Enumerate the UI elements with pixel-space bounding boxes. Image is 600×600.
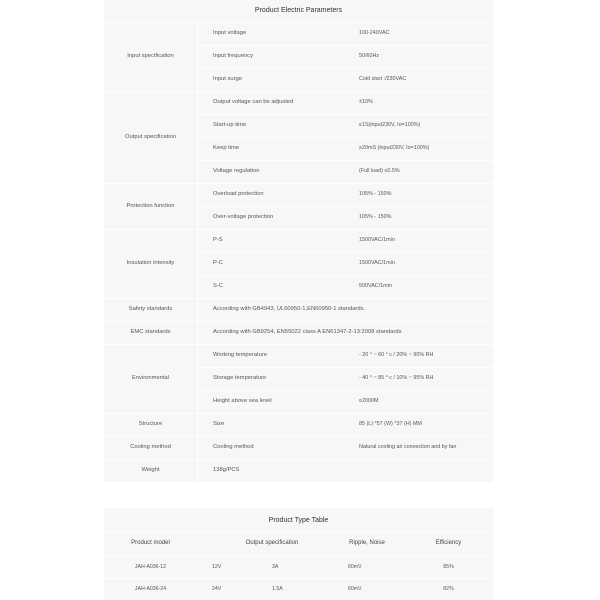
param-weight-value: 138g/PCS: [213, 467, 240, 473]
param-label-input-surge: Input surge: [213, 76, 243, 82]
param-value-input-voltage: 100-240VAC: [359, 30, 390, 36]
param-label-input-voltage: Input voltage: [213, 30, 247, 36]
param-label-keep-time: Keep time: [213, 145, 240, 151]
row-divider: [197, 114, 493, 115]
type-table-title: Product Type Table: [268, 517, 329, 524]
param-value-overvoltage: 105% - 150%: [359, 214, 392, 220]
cell-ripple: 60mV: [348, 564, 362, 570]
param-label-p-c: P-C: [213, 260, 223, 266]
param-label-size: Size: [213, 421, 225, 427]
group-environmental: Environmental: [131, 375, 170, 381]
param-label-overload: Overload protection: [213, 191, 264, 197]
group-weight: Weight: [141, 467, 160, 473]
param-value-keep-time: ≥20mS (input230V, Io=100%): [359, 145, 430, 151]
param-value-cooling-method: Natural cooling air convection and by fan: [359, 444, 457, 450]
param-value-input-surge: Cold start :/230VAC: [359, 76, 407, 82]
row-divider: [104, 321, 493, 322]
header-efficiency: Efficiency: [435, 540, 462, 546]
group-insulation-intensity: Insulation intensity: [126, 260, 175, 266]
param-safety-standards-text: According with GB4943, UL60950-1,EN60950-1 standards.: [213, 306, 366, 312]
group-emc-standards: EMC standards: [130, 329, 171, 335]
param-value-s-c: 500VAC/1min: [359, 283, 392, 289]
row-divider: [104, 436, 493, 437]
param-label-storage-temperature: Storage temperature: [213, 375, 267, 381]
cell-model: JAH-A036-24: [134, 586, 167, 592]
param-value-height: ≤2000M: [359, 398, 379, 404]
param-value-input-frequency: 50/60Hz: [359, 53, 380, 59]
row-divider: [104, 22, 493, 23]
row-divider: [104, 532, 493, 533]
header-ripple-noise: Ripple, Noise: [349, 540, 385, 546]
electric-parameters-table: [104, 0, 493, 482]
row-divider: [104, 91, 493, 92]
row-divider: [104, 578, 493, 579]
param-label-working-temperature: Working temperature: [213, 352, 268, 358]
cell-voltage: 12V: [212, 564, 222, 570]
row-divider: [104, 556, 493, 557]
row-divider: [197, 206, 493, 207]
params-table-title: Product Electric Parameters: [254, 7, 343, 14]
param-value-storage-temperature: - 40 ° ~ 85 ° c / 10% ~ 95% RH: [359, 375, 434, 381]
product-type-table: [104, 508, 493, 600]
row-divider: [104, 298, 493, 299]
param-value-startup-time: ≤1S(input230V, Io=100%): [359, 122, 421, 128]
param-value-overload: 105% - 150%: [359, 191, 392, 197]
param-label-cooling-method: Cooling method: [213, 444, 254, 450]
row-divider: [104, 229, 493, 230]
row-divider: [104, 183, 493, 184]
param-label-p-s: P-S: [213, 237, 223, 243]
group-output-specification: Output specification: [125, 134, 176, 140]
param-label-overvoltage: Over-voltage protection: [213, 214, 274, 220]
group-cooling-method: Cooling method: [130, 444, 171, 450]
row-divider: [197, 367, 493, 368]
row-divider: [197, 45, 493, 46]
cell-current: 1.5A: [272, 586, 283, 592]
param-value-voltage-regulation: (Full load) ≤0.5%: [359, 168, 400, 174]
row-divider: [104, 459, 493, 460]
row-divider: [104, 413, 493, 414]
cell-efficiency: 85%: [443, 564, 454, 570]
group-structure: Structure: [138, 421, 163, 427]
param-value-output-adjust: ±10%: [359, 99, 373, 105]
row-divider: [197, 68, 493, 69]
row-divider: [197, 275, 493, 276]
param-value-p-c: 1500VAC/1min: [359, 260, 395, 266]
param-label-output-adjust: Output voltage can be adjusted: [213, 99, 294, 105]
param-value-p-s: 1500VAC/1min: [359, 237, 395, 243]
row-divider: [197, 252, 493, 253]
row-divider: [104, 344, 493, 345]
param-label-s-c: S-C: [213, 283, 223, 289]
group-protection-function: Protection function: [126, 203, 175, 209]
param-label-input-frequency: Input frequency: [213, 53, 253, 59]
param-label-voltage-regulation: Voltage regulation: [213, 168, 260, 174]
param-value-working-temperature: - 20 ° ~ 60 ° c / 20% ~ 90% RH: [359, 352, 434, 358]
param-emc-standards-text: According with GB9254, EN55022 class A EN61347-2-13:2008 standards: [213, 329, 402, 335]
cell-current: 3A: [272, 564, 279, 570]
header-output-specification: Output specification: [245, 540, 299, 546]
cell-model: JAH-A036-12: [134, 564, 167, 570]
group-input-specification: Input specification: [127, 53, 174, 59]
column-divider: [197, 22, 198, 482]
group-safety-standards: Safety standards: [128, 306, 173, 312]
param-value-size: 85 (L) *57 (W) *37 (H) MM: [359, 421, 422, 427]
param-label-startup-time: Start-up time: [213, 122, 247, 128]
cell-voltage: 24V: [212, 586, 222, 592]
row-divider: [197, 160, 493, 161]
cell-ripple: 60mV: [348, 586, 362, 592]
row-divider: [197, 137, 493, 138]
param-label-height: Height above sea level: [213, 398, 272, 404]
row-divider: [197, 390, 493, 391]
header-product-model: Product model: [131, 540, 170, 546]
cell-efficiency: 82%: [443, 586, 454, 592]
